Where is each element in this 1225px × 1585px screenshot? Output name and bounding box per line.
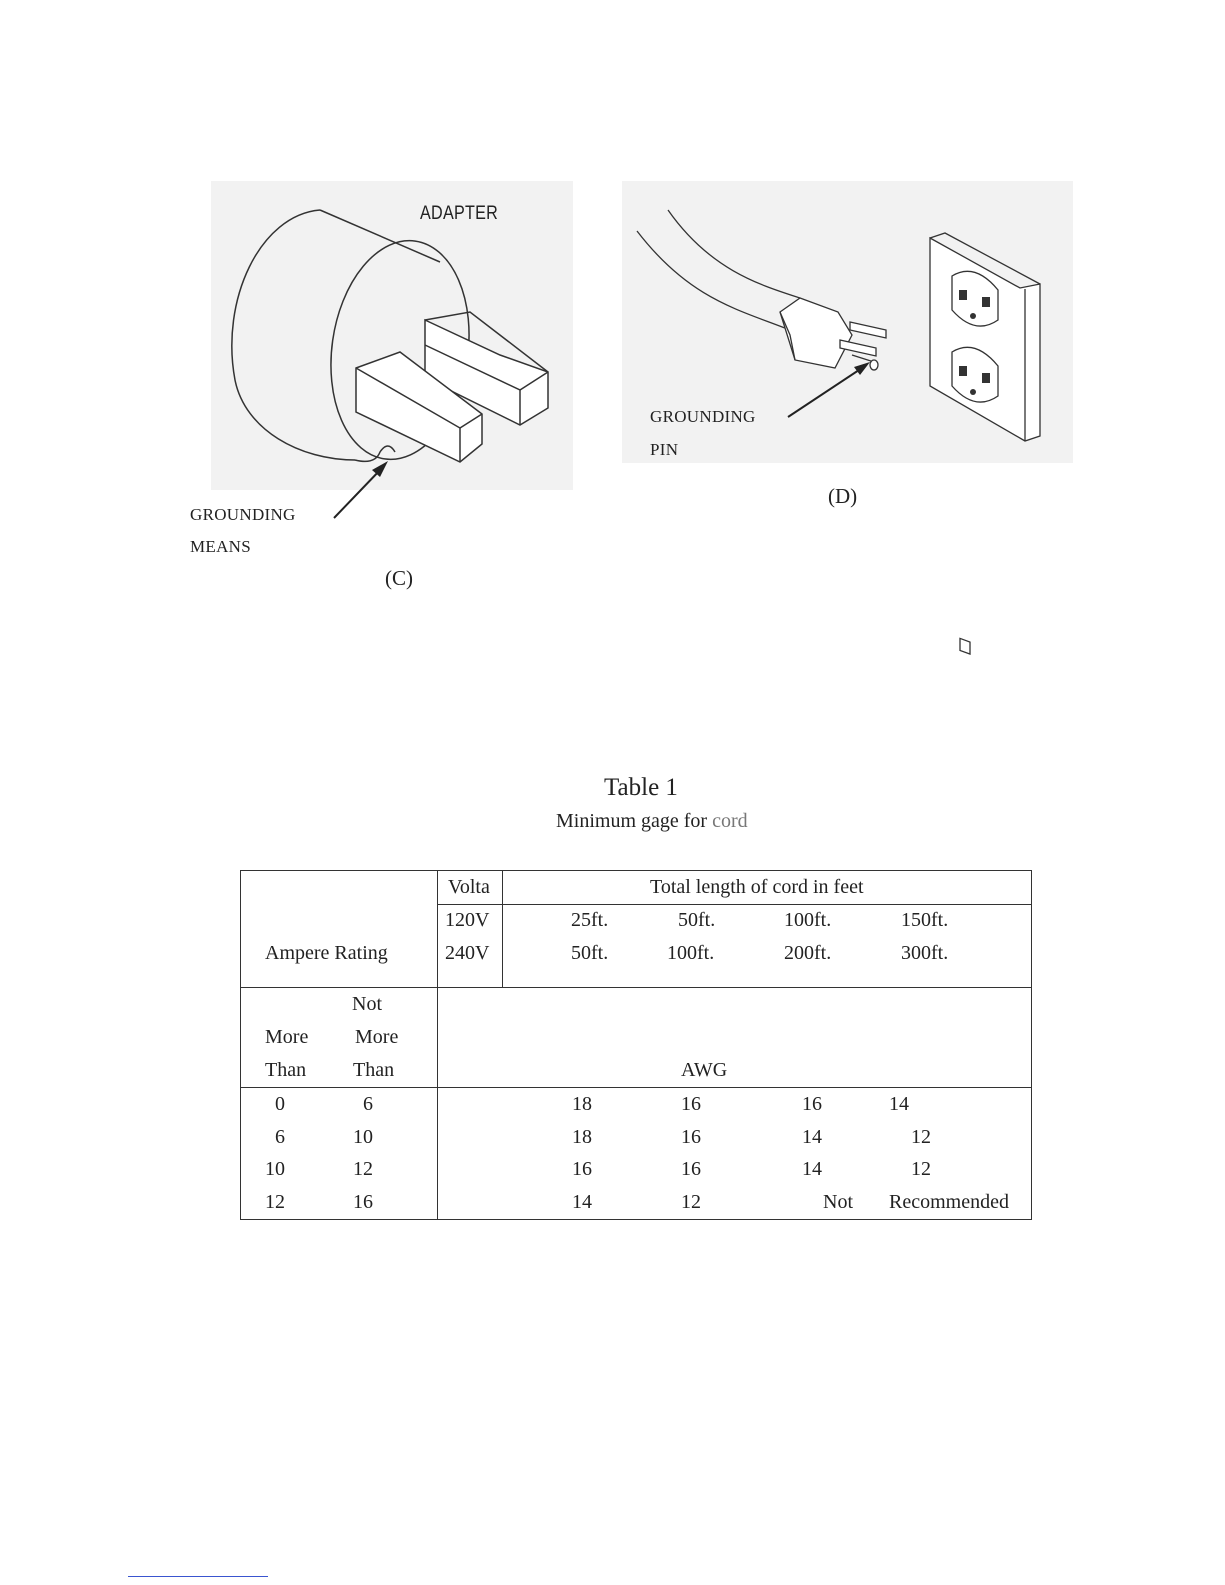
row4-g1: 14 [572,1191,592,1213]
len120-4: 150ft. [901,909,949,931]
row1-g4: 14 [889,1093,909,1115]
figure-d-caption: (D) [828,484,858,508]
table-title: Table 1 [604,774,678,801]
len240-2: 100ft. [667,942,715,964]
table-subtitle [556,810,748,833]
len120-2: 50ft. [678,909,716,931]
row1-g1: 18 [572,1093,592,1115]
figure-c-caption: (C) [385,566,413,590]
row2-g1: 18 [572,1126,592,1148]
row4-not-more-than: 16 [353,1191,373,1213]
grounding-pin-label-1: GROUNDING [650,407,756,426]
table-subtitle-word: cord [712,810,748,832]
grounding-means-label-2: MEANS [190,537,252,556]
len120-1: 25ft. [571,909,609,931]
row1-not-more-than: 6 [363,1093,373,1115]
row1-g2: 16 [681,1093,701,1115]
row4-g4: Recommended [889,1191,1009,1213]
row2-more-than: 6 [275,1126,285,1148]
header-240v: 240V [445,942,490,964]
row4-g2: 12 [681,1191,701,1213]
len240-3: 200ft. [784,942,832,964]
header-more-2: More [355,1026,399,1048]
adapter-label: ADAPTER [420,203,499,224]
header-total-length: Total length of cord in feet [650,876,864,898]
row3-g1: 16 [572,1158,592,1180]
row3-more-than: 10 [265,1158,285,1180]
footnote-rule [128,1576,268,1577]
header-than-2: Than [353,1059,395,1081]
row3-not-more-than: 12 [353,1158,373,1180]
len120-3: 100ft. [784,909,832,931]
row2-not-more-than: 10 [353,1126,373,1148]
len240-4: 300ft. [901,942,949,964]
len240-1: 50ft. [571,942,609,964]
row3-g2: 16 [681,1158,701,1180]
row1-g3: 16 [802,1093,822,1115]
grounding-pin-label-2: PIN [650,440,679,459]
row2-g3: 14 [802,1126,822,1148]
header-120v: 120V [445,909,490,931]
grounding-means-label-1: GROUNDING [190,505,296,524]
row1-more-than: 0 [275,1093,285,1115]
header-than-1: Than [265,1059,307,1081]
row4-more-than: 12 [265,1191,285,1213]
header-not: Not [352,993,382,1015]
header-ampere-rating: Ampere Rating [265,942,388,964]
row3-g3: 14 [802,1158,822,1180]
table-subtitle-prefix: Minimum gage for [556,810,708,832]
row2-g2: 16 [681,1126,701,1148]
row4-g3: Not [823,1191,853,1213]
header-more-1: More [265,1026,309,1048]
figure-c-panel [211,181,573,490]
header-awg: AWG [681,1059,728,1081]
row2-g4: 12 [911,1126,931,1148]
row3-g4: 12 [911,1158,931,1180]
header-volta: Volta [448,876,490,898]
